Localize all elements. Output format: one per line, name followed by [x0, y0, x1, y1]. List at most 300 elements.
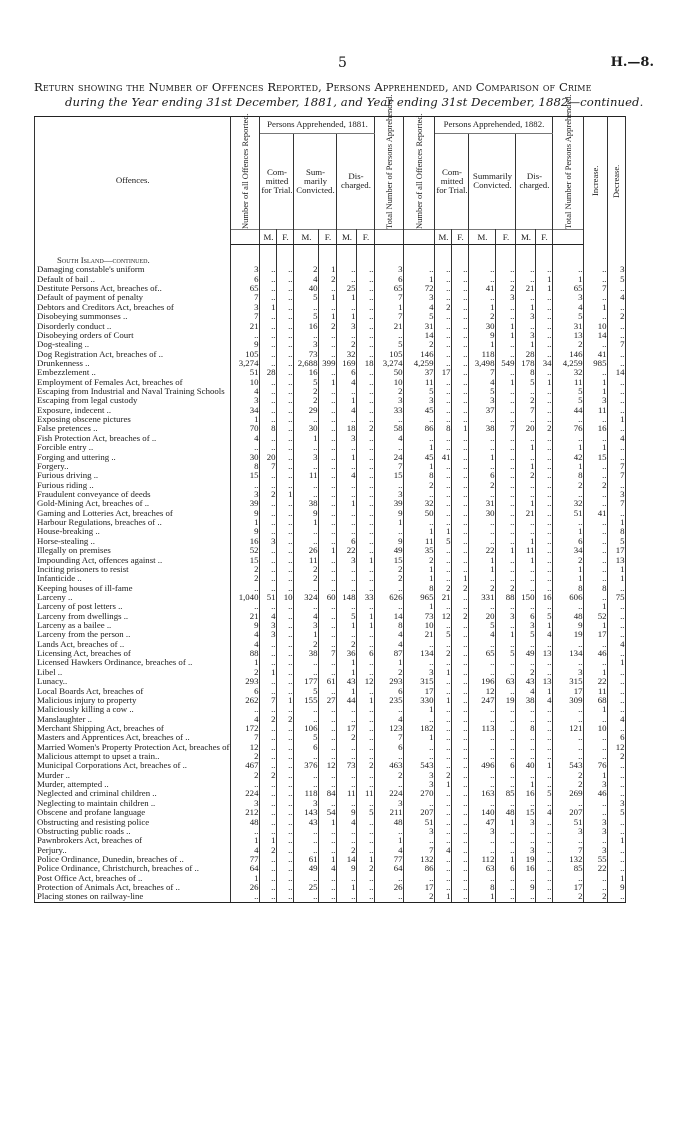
offence-value: ..: [435, 396, 452, 405]
offence-value: ..: [496, 874, 516, 883]
offence-value: 4: [337, 471, 357, 480]
offence-value: ..: [553, 658, 584, 667]
offence-value: 467: [231, 761, 260, 770]
summarily-1881-header: Sum-marily Convicted.: [294, 133, 337, 229]
offence-value: ..: [452, 874, 469, 883]
offence-value: ..: [469, 434, 496, 443]
offence-value: 5: [435, 630, 452, 639]
offence-value: ..: [435, 443, 452, 452]
offence-value: 1: [337, 453, 357, 462]
offence-value: ..: [319, 340, 337, 349]
offence-value: ..: [496, 312, 516, 321]
offence-value: 34: [553, 546, 584, 555]
offence-value: 7: [496, 424, 516, 433]
decrease-header: Decrease.: [611, 164, 622, 198]
offence-value: 1: [496, 378, 516, 387]
offence-value: ..: [319, 424, 337, 433]
offence-value: ..: [294, 481, 319, 490]
offence-value: ..: [536, 350, 553, 359]
offence-value: 146: [553, 350, 584, 359]
offence-value: 1: [337, 499, 357, 508]
offence-name: Impounding Act, offences against ..: [35, 556, 231, 565]
offence-name: Gold-Mining Act, breaches of ..: [35, 499, 231, 508]
offence-value: ..: [277, 836, 294, 845]
offence-value: ..: [469, 265, 496, 274]
offence-value: ..: [608, 350, 626, 359]
table-row: [35, 584, 626, 593]
offence-name: Manslaughter ..: [35, 715, 231, 724]
offence-value: 44: [553, 406, 584, 415]
offence-value: 14: [608, 368, 626, 377]
offence-value: 41: [584, 350, 608, 359]
offence-value: ..: [260, 509, 277, 518]
offence-value: 7: [260, 696, 277, 705]
offence-value: ..: [435, 827, 452, 836]
offence-value: 4: [536, 630, 553, 639]
offence-value: ..: [357, 293, 375, 302]
offence-value: ..: [452, 537, 469, 546]
offence-value: 2: [553, 556, 584, 565]
offence-value: ..: [357, 275, 375, 284]
offence-value: ..: [319, 668, 337, 677]
offence-value: 5: [404, 387, 435, 396]
offence-value: ..: [231, 443, 260, 452]
offence-value: ..: [452, 509, 469, 518]
offence-value: ..: [469, 752, 496, 761]
offence-value: ..: [452, 396, 469, 405]
table-row: [35, 630, 626, 639]
table-row: [35, 658, 626, 667]
offence-value: 11: [294, 556, 319, 565]
offence-value: 8: [516, 368, 536, 377]
offence-value: ..: [516, 733, 536, 742]
offence-value: 20: [469, 612, 496, 621]
offence-value: ..: [337, 265, 357, 274]
offence-value: 4: [608, 715, 626, 724]
offence-value: ..: [319, 499, 337, 508]
offence-value: ..: [404, 490, 435, 499]
offence-value: ..: [553, 752, 584, 761]
offence-value: 4: [435, 846, 452, 855]
offence-value: 72: [404, 284, 435, 293]
offence-value: ..: [608, 359, 626, 368]
offence-value: ..: [357, 771, 375, 780]
offence-value: ..: [584, 471, 608, 480]
reported-1882-header: Number of all Offences Reported.: [413, 113, 424, 229]
offence-value: ..: [319, 827, 337, 836]
offence-value: 14: [337, 855, 357, 864]
offence-value: ..: [452, 340, 469, 349]
offence-value: 51: [553, 818, 584, 827]
offence-value: ..: [516, 752, 536, 761]
offence-value: ..: [357, 574, 375, 583]
offence-value: 134: [553, 649, 584, 658]
offence-value: ..: [277, 518, 294, 527]
offence-value: 4: [337, 406, 357, 415]
offence-value: 14: [584, 331, 608, 340]
offence-value: ..: [277, 855, 294, 864]
offence-value: 9: [231, 509, 260, 518]
offence-value: ..: [337, 565, 357, 574]
offence-value: ..: [469, 640, 496, 649]
offence-value: ..: [536, 584, 553, 593]
offence-value: 10: [231, 378, 260, 387]
offence-value: ..: [435, 415, 452, 424]
offence-value: 28: [260, 368, 277, 377]
offence-value: 2: [496, 284, 516, 293]
offence-value: ..: [584, 574, 608, 583]
offence-value: 15: [584, 453, 608, 462]
offence-value: 6: [516, 612, 536, 621]
offence-value: 7: [375, 312, 404, 321]
offence-value: ..: [337, 752, 357, 761]
offence-value: ..: [496, 836, 516, 845]
offence-value: ..: [260, 602, 277, 611]
table-row: [35, 687, 626, 696]
offence-name: Disobeying orders of Court: [35, 331, 231, 340]
offence-value: 48: [375, 818, 404, 827]
offence-value: ..: [516, 490, 536, 499]
offence-value: ..: [553, 265, 584, 274]
offence-value: 50: [404, 509, 435, 518]
offence-value: ..: [277, 743, 294, 752]
offence-value: 21: [231, 612, 260, 621]
offence-value: 399: [319, 359, 337, 368]
offence-value: ..: [435, 275, 452, 284]
offence-value: 1: [516, 443, 536, 452]
offence-value: 1: [231, 836, 260, 845]
offence-value: 1: [553, 565, 584, 574]
offence-value: 8: [553, 584, 584, 593]
offence-value: ..: [496, 565, 516, 574]
offence-value: ..: [277, 780, 294, 789]
offence-value: 105: [375, 350, 404, 359]
offence-value: 12: [357, 677, 375, 686]
offence-value: 1: [584, 378, 608, 387]
offence-value: 2: [319, 322, 337, 331]
offence-value: 33: [357, 593, 375, 602]
offence-value: 19: [553, 630, 584, 639]
offence-value: ..: [435, 387, 452, 396]
offence-value: ..: [404, 874, 435, 883]
offence-value: ..: [469, 537, 496, 546]
offence-value: ..: [584, 640, 608, 649]
offence-value: 7: [375, 462, 404, 471]
offence-value: ..: [584, 490, 608, 499]
offence-value: 1: [553, 574, 584, 583]
offence-value: ..: [435, 621, 452, 630]
offence-value: 2: [516, 396, 536, 405]
offence-value: 3: [584, 780, 608, 789]
total-1882-header: Total Number of Persons Apprehended.: [562, 94, 573, 229]
offence-value: 3: [260, 537, 277, 546]
offence-value: ..: [357, 265, 375, 274]
offence-value: 121: [553, 724, 584, 733]
offence-value: ..: [584, 293, 608, 302]
offence-value: 27: [319, 696, 337, 705]
offence-value: ..: [452, 331, 469, 340]
offence-value: 51: [553, 509, 584, 518]
offence-value: ..: [536, 481, 553, 490]
offence-value: ..: [452, 677, 469, 686]
offence-value: ..: [496, 715, 516, 724]
offence-value: 1: [404, 462, 435, 471]
offence-value: ..: [435, 284, 452, 293]
offence-value: 1: [584, 668, 608, 677]
offence-value: ..: [536, 509, 553, 518]
offence-value: ..: [277, 293, 294, 302]
offence-value: ..: [452, 864, 469, 873]
offence-value: 309: [553, 696, 584, 705]
offence-value: ..: [357, 537, 375, 546]
offence-value: ..: [496, 556, 516, 565]
offence-value: 17: [553, 687, 584, 696]
offence-value: ..: [337, 602, 357, 611]
offence-value: 1: [404, 443, 435, 452]
offence-value: ..: [452, 892, 469, 902]
offence-value: ..: [553, 434, 584, 443]
offence-value: 269: [553, 789, 584, 798]
offence-value: ..: [584, 518, 608, 527]
offence-value: ..: [452, 836, 469, 845]
offence-value: 496: [469, 761, 496, 770]
offence-value: 1: [496, 630, 516, 639]
offence-value: ..: [452, 780, 469, 789]
offence-value: ..: [375, 892, 404, 902]
offence-value: ..: [435, 340, 452, 349]
offence-value: 7: [375, 293, 404, 302]
table-row: [35, 649, 626, 658]
offence-value: ..: [337, 415, 357, 424]
offence-value: 3,274: [231, 359, 260, 368]
table-row: [35, 443, 626, 452]
offence-value: 4: [337, 818, 357, 827]
offence-value: 17: [553, 883, 584, 892]
offence-value: ..: [260, 284, 277, 293]
offence-value: 2: [375, 387, 404, 396]
offence-value: 3: [496, 293, 516, 302]
table-row: [35, 434, 626, 443]
offence-value: ..: [452, 846, 469, 855]
offence-value: 8: [435, 424, 452, 433]
offence-value: 65: [231, 284, 260, 293]
offence-value: ..: [277, 350, 294, 359]
offence-value: 315: [404, 677, 435, 686]
offence-value: ..: [277, 415, 294, 424]
offence-value: ..: [337, 836, 357, 845]
offence-value: ..: [260, 378, 277, 387]
offence-value: 3: [516, 818, 536, 827]
offence-value: ..: [319, 640, 337, 649]
offence-value: ..: [608, 771, 626, 780]
offence-value: ..: [435, 565, 452, 574]
offence-name: Pawnbrokers Act, breaches of: [35, 836, 231, 845]
offence-name: Escaping from Industrial and Naval Training Schools: [35, 387, 231, 396]
table-row: [35, 331, 626, 340]
offence-value: 1: [496, 322, 516, 331]
offence-value: ..: [536, 527, 553, 536]
offence-value: ..: [452, 275, 469, 284]
offence-value: 3: [553, 827, 584, 836]
table-row: [35, 612, 626, 621]
offence-value: 1: [375, 658, 404, 667]
offence-value: 1: [469, 453, 496, 462]
offence-value: 4: [469, 378, 496, 387]
offence-value: 1: [375, 303, 404, 312]
offence-value: ..: [516, 387, 536, 396]
offence-value: ..: [496, 481, 516, 490]
offence-value: ..: [375, 602, 404, 611]
offence-value: ..: [516, 640, 536, 649]
offence-value: 3: [516, 846, 536, 855]
offence-value: 42: [553, 453, 584, 462]
offence-value: 28: [516, 350, 536, 359]
offence-value: ..: [260, 546, 277, 555]
offence-value: 7: [404, 846, 435, 855]
offence-value: 7: [584, 284, 608, 293]
offence-value: ..: [536, 471, 553, 480]
offence-value: ..: [404, 752, 435, 761]
offence-value: 2: [469, 312, 496, 321]
offence-value: ..: [608, 780, 626, 789]
offence-value: 293: [231, 677, 260, 686]
table-row: [35, 499, 626, 508]
table-row: [35, 789, 626, 798]
offence-value: ..: [277, 771, 294, 780]
offence-value: ..: [452, 312, 469, 321]
offence-value: 1: [452, 574, 469, 583]
offence-value: 17: [584, 630, 608, 639]
offence-value: ..: [277, 387, 294, 396]
offence-value: ..: [496, 658, 516, 667]
offence-value: 1: [319, 293, 337, 302]
offence-value: ..: [277, 331, 294, 340]
offence-value: 112: [469, 855, 496, 864]
offence-value: ..: [404, 434, 435, 443]
offence-value: 73: [337, 761, 357, 770]
offence-value: ..: [536, 565, 553, 574]
offence-value: 5: [294, 733, 319, 742]
offence-value: ..: [337, 705, 357, 714]
offence-name: Fraudulent conveyance of deeds: [35, 490, 231, 499]
offence-value: 8: [260, 424, 277, 433]
offence-value: 3: [337, 434, 357, 443]
offence-value: ..: [375, 481, 404, 490]
offence-value: 1: [357, 612, 375, 621]
offence-value: ..: [260, 518, 277, 527]
offence-value: ..: [260, 565, 277, 574]
offence-value: ..: [496, 733, 516, 742]
offence-value: 30: [231, 453, 260, 462]
table-row: [35, 424, 626, 433]
offence-value: 5: [608, 537, 626, 546]
offence-value: 64: [231, 864, 260, 873]
offence-value: ..: [357, 874, 375, 883]
offence-name: Obstructing and resisting police: [35, 818, 231, 827]
offence-value: 26: [375, 883, 404, 892]
offence-value: 1: [337, 396, 357, 405]
offence-value: ..: [260, 724, 277, 733]
offence-name: Police Ordinance, Dunedin, breaches of ..: [35, 855, 231, 864]
offence-value: ..: [452, 752, 469, 761]
offence-name: Embezzlement ..: [35, 368, 231, 377]
offence-value: ..: [584, 658, 608, 667]
offence-value: ..: [319, 518, 337, 527]
offence-value: 12: [469, 687, 496, 696]
offence-value: ..: [277, 630, 294, 639]
offence-value: ..: [435, 883, 452, 892]
offence-value: ..: [319, 303, 337, 312]
offence-value: ..: [553, 733, 584, 742]
offence-value: ..: [277, 668, 294, 677]
offence-value: ..: [294, 892, 319, 902]
offence-value: 73: [404, 612, 435, 621]
offence-value: 163: [469, 789, 496, 798]
offence-value: ..: [277, 368, 294, 377]
offence-value: ..: [277, 789, 294, 798]
offence-value: ..: [319, 752, 337, 761]
offence-value: 16: [294, 368, 319, 377]
offence-value: ..: [357, 481, 375, 490]
offence-value: 6: [294, 743, 319, 752]
offence-value: ..: [260, 434, 277, 443]
offence-value: 4: [231, 640, 260, 649]
offence-value: ..: [260, 556, 277, 565]
offence-value: 3: [260, 621, 277, 630]
offence-value: 58: [375, 424, 404, 433]
offence-value: ..: [294, 827, 319, 836]
offence-value: ..: [277, 733, 294, 742]
offence-value: ..: [375, 780, 404, 789]
offence-value: ..: [260, 892, 277, 902]
offence-value: 76: [584, 761, 608, 770]
offence-value: ..: [452, 546, 469, 555]
offence-value: 1: [608, 658, 626, 667]
offence-value: ..: [357, 434, 375, 443]
offence-value: ..: [536, 827, 553, 836]
offence-value: 1: [553, 462, 584, 471]
offence-value: ..: [260, 658, 277, 667]
offence-value: 2: [294, 396, 319, 405]
offence-value: ..: [277, 322, 294, 331]
offence-value: ..: [536, 705, 553, 714]
offence-value: 88: [231, 649, 260, 658]
offence-name: Furious driving ..: [35, 471, 231, 480]
offence-value: ..: [319, 331, 337, 340]
offence-value: ..: [319, 527, 337, 536]
offence-value: 45: [404, 406, 435, 415]
offence-value: ..: [435, 733, 452, 742]
offence-value: ..: [260, 687, 277, 696]
table-row: [35, 453, 626, 462]
offence-value: ..: [496, 574, 516, 583]
offence-value: ..: [357, 883, 375, 892]
offence-value: ..: [608, 827, 626, 836]
table-row: [35, 883, 626, 892]
offence-value: 5: [608, 808, 626, 817]
offence-value: ..: [452, 556, 469, 565]
offence-value: 85: [496, 789, 516, 798]
offence-value: ..: [404, 265, 435, 274]
offence-value: ..: [536, 322, 553, 331]
offence-value: 43: [294, 818, 319, 827]
offence-value: 17: [404, 687, 435, 696]
offence-value: ..: [231, 331, 260, 340]
offence-value: ..: [260, 350, 277, 359]
offence-value: 2: [337, 340, 357, 349]
offence-value: 15: [516, 808, 536, 817]
offence-value: ..: [294, 462, 319, 471]
